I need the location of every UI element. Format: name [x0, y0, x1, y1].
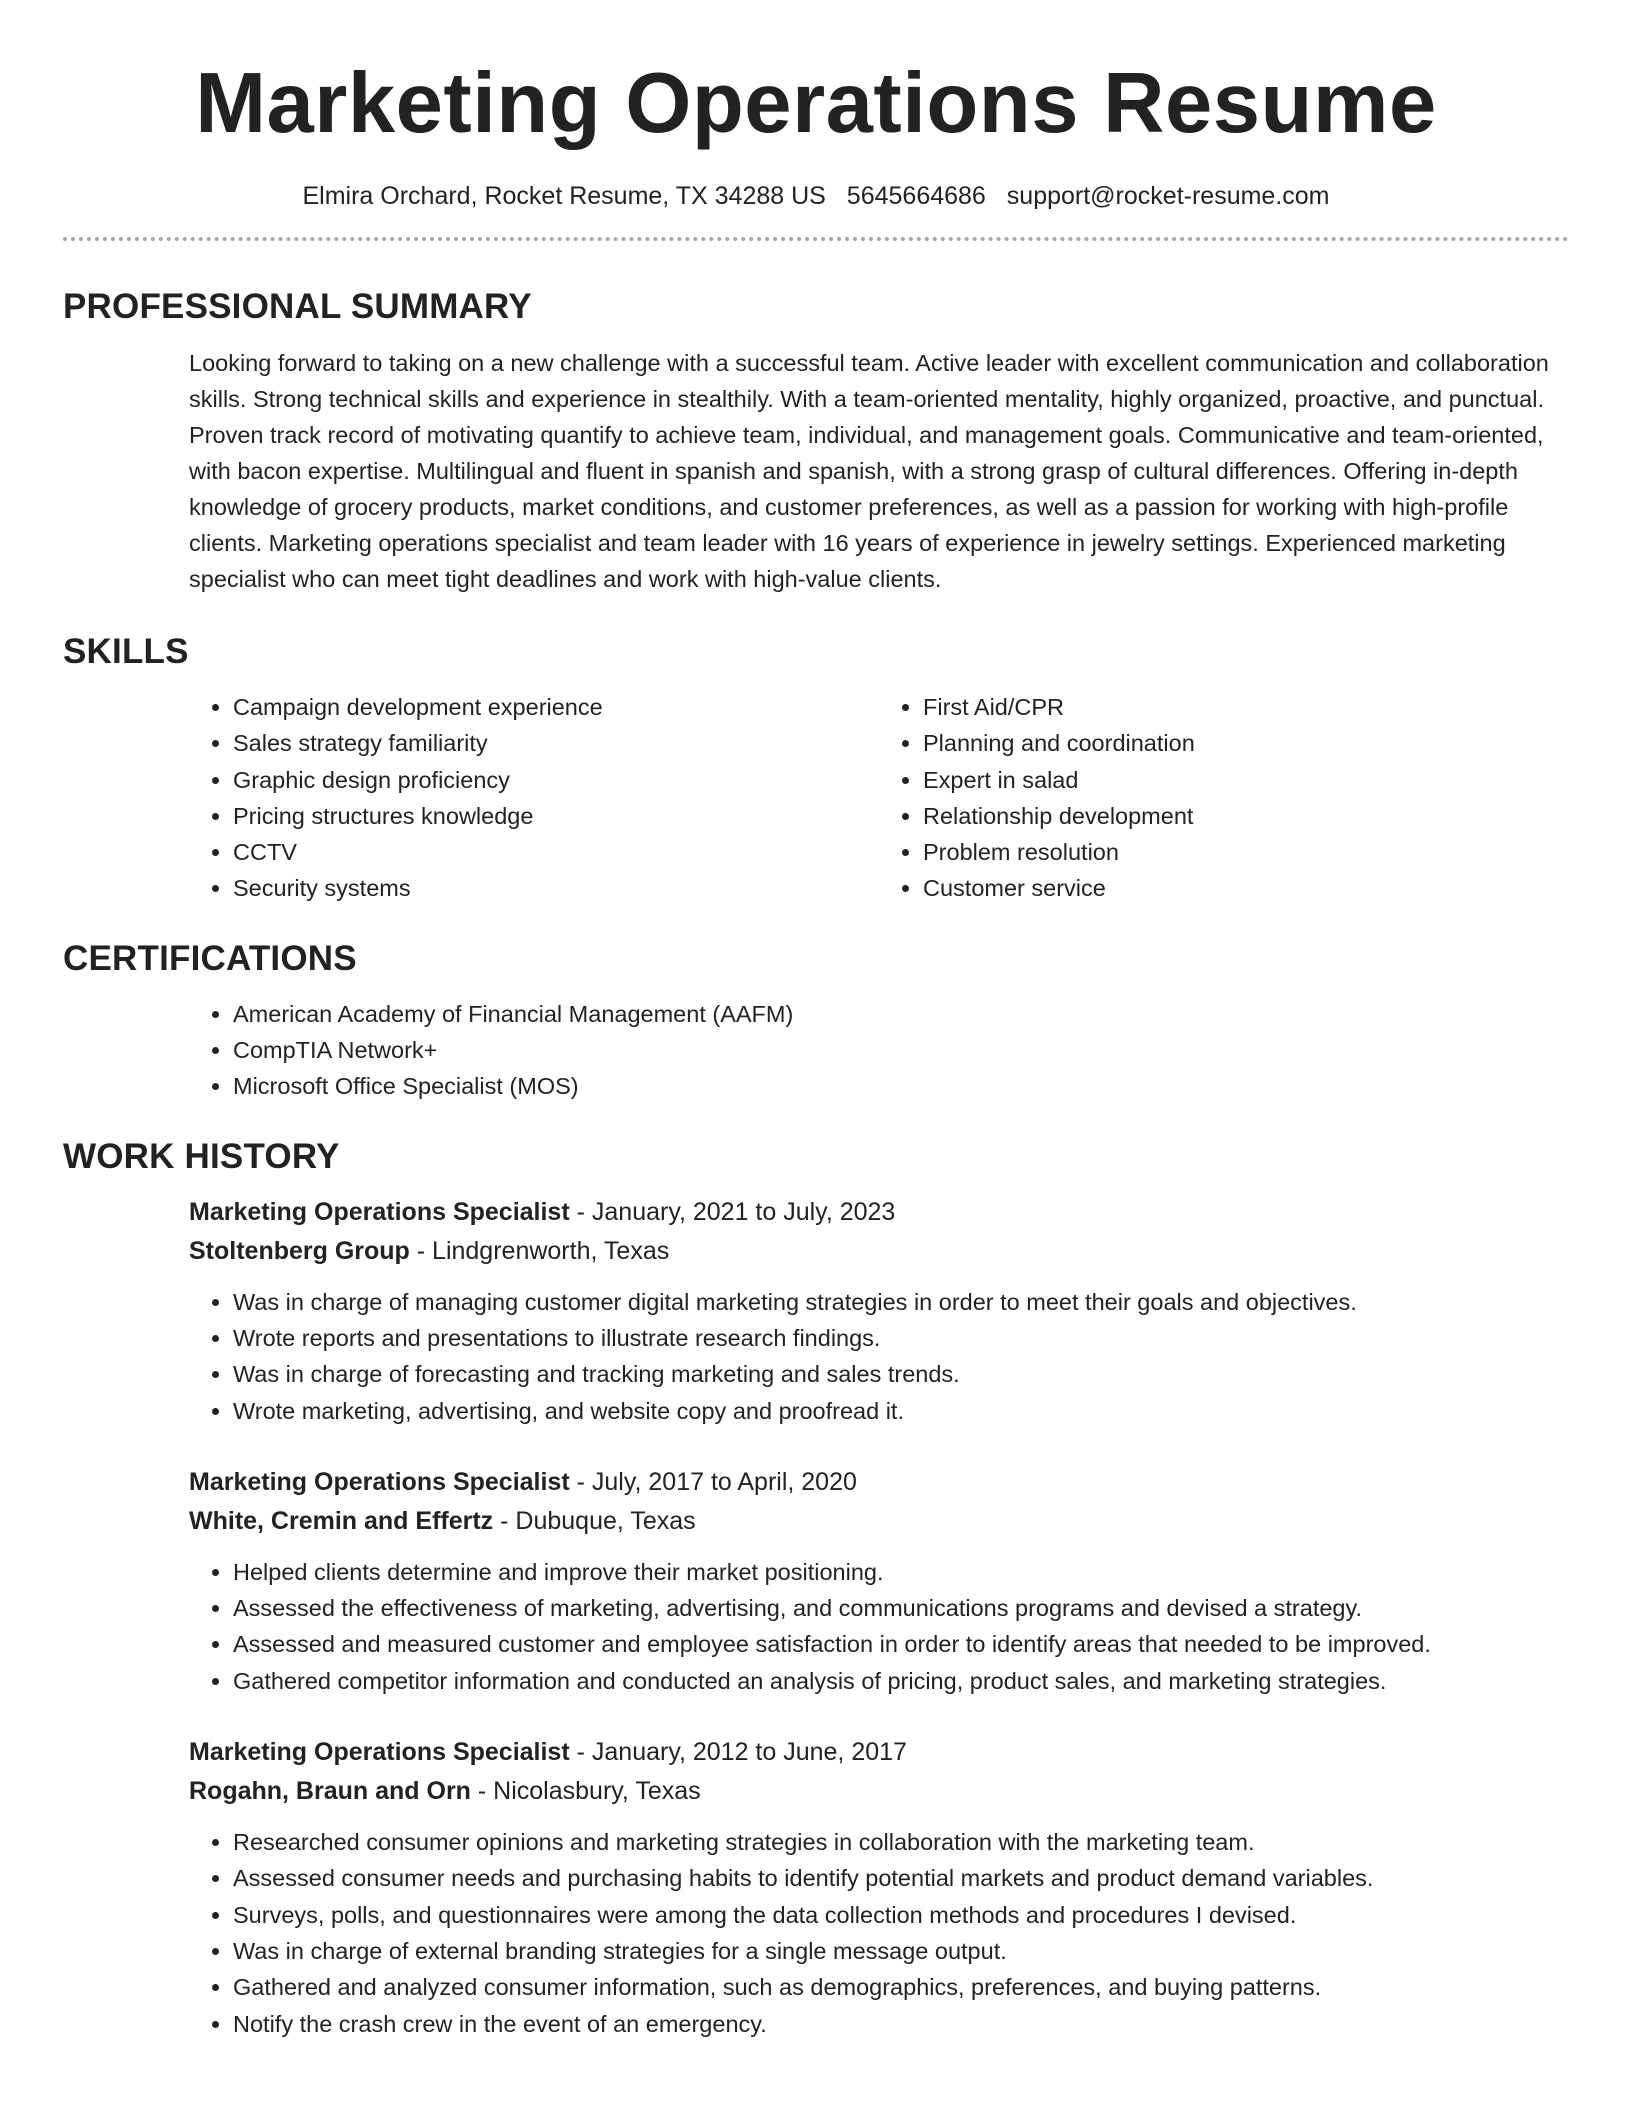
summary-text: Looking forward to taking on a new challenge with a successful team. Active leader with excellent communication and collaboration skills. Strong technical skills and experience in stealthily. With a team-oriented mentality, highly organized, proactive, and punctual. Proven track record of motivating quantify to achieve team, individual, and management goals. Communicative and team-oriented, with bacon expertise. Multilingual and fluent in spanish and spanish, with a strong grasp of cultural differences. Offering in-depth knowledge of grocery products, market conditions, and customer preferences, as well as a passion for working with high-profile clients. Marketing operations specialist and team leader with 16 years of experience in jewelry settings. Experienced marketing specialist who can meet tight deadlines and work with high-value clients.: [189, 350, 1549, 592]
job-bullet: • Was in charge of forecasting and tracking marketing and sales trends.: [233, 1356, 1569, 1392]
skill-item: • Campaign development experience: [233, 689, 879, 725]
job-entry: [63, 1193, 1569, 1429]
job-dates: - July, 2017 to April, 2020: [569, 1467, 857, 1496]
skill-item: • Security systems: [233, 870, 879, 906]
certifications-list: [189, 996, 1569, 1105]
skill-item: • Pricing structures knowledge: [233, 798, 879, 834]
skill-item: • Sales strategy familiarity: [233, 725, 879, 761]
job-company-line: [189, 1772, 1569, 1811]
job-bullet: • Researched consumer opinions and marketing strategies in collaboration with the marketing team.: [233, 1824, 1569, 1860]
job-bullet: • Wrote marketing, advertising, and website copy and proofread it.: [233, 1393, 1569, 1429]
skill-item: • Expert in salad: [923, 762, 1569, 798]
job-bullet: • Was in charge of managing customer digital marketing strategies in order to meet their goals and objectives.: [233, 1284, 1569, 1320]
job-bullet: • Notify the crash crew in the event of an emergency.: [233, 2006, 1569, 2042]
job-bullet: • Helped clients determine and improve their market positioning.: [233, 1554, 1569, 1590]
job-bullet: • Assessed and measured customer and employee satisfaction in order to identify areas that needed to be improved.: [233, 1626, 1569, 1662]
job-bullet: • Was in charge of external branding strategies for a single message output.: [233, 1933, 1569, 1969]
resume-title: Marketing Operations Resume: [195, 56, 1437, 151]
skills-grid: [63, 689, 1569, 907]
job-bullets: [189, 1554, 1569, 1699]
skills-list-right: [879, 689, 1569, 907]
job-title: Marketing Operations Specialist: [189, 1467, 570, 1496]
skill-item: • Planning and coordination: [923, 725, 1569, 761]
certification-item: • American Academy of Financial Management (AAFM): [233, 996, 1569, 1032]
job-title-line: [189, 1733, 1569, 1772]
job-bullet: • Assessed consumer needs and purchasing habits to identify potential markets and product demand variables.: [233, 1860, 1569, 1896]
skill-item: • Customer service: [923, 870, 1569, 906]
job-dates: - January, 2021 to July, 2023: [569, 1197, 896, 1226]
job-bullet: • Gathered competitor information and conducted an analysis of pricing, product sales, and marketing strategies.: [233, 1663, 1569, 1699]
job-company: Rogahn, Braun and Orn: [189, 1777, 471, 1806]
contact-address: Elmira Orchard, Rocket Resume, TX 34288 US: [302, 182, 826, 210]
job-entry: [63, 1463, 1569, 1699]
certifications-block: [63, 996, 1569, 1105]
skill-item: • CCTV: [233, 834, 879, 870]
job-bullet: • Wrote reports and presentations to illustrate research findings.: [233, 1320, 1569, 1356]
contact-phone: 5645664686: [846, 182, 986, 210]
job-company-line: [189, 1502, 1569, 1541]
job-bullets: [189, 1284, 1569, 1429]
certification-item: • Microsoft Office Specialist (MOS): [233, 1068, 1569, 1104]
skills-heading: SKILLS: [63, 632, 189, 671]
job-company-line: [189, 1232, 1569, 1271]
job-dates: - January, 2012 to June, 2017: [569, 1738, 907, 1767]
job-title-line: [189, 1463, 1569, 1502]
job-location: - Nicolasbury, Texas: [470, 1777, 701, 1806]
job-bullet: • Assessed the effectiveness of marketing, advertising, and communications programs and devised a strategy.: [233, 1590, 1569, 1626]
job-location: - Dubuque, Texas: [493, 1506, 696, 1535]
summary-heading: PROFESSIONAL SUMMARY: [63, 287, 532, 326]
header-divider: [63, 237, 1569, 241]
contact-line: [63, 182, 1569, 211]
job-entry: [63, 1733, 1569, 2042]
certifications-heading: CERTIFICATIONS: [63, 938, 357, 978]
summary-block: [63, 345, 1569, 597]
skill-item: • Graphic design proficiency: [233, 762, 879, 798]
job-title-line: [189, 1193, 1569, 1232]
job-company: Stoltenberg Group: [189, 1236, 410, 1265]
job-location: - Lindgrenworth, Texas: [409, 1236, 670, 1265]
job-bullet: • Surveys, polls, and questionnaires were among the data collection methods and procedures I devised.: [233, 1897, 1569, 1933]
job-bullets: [189, 1824, 1569, 2042]
job-bullet: • Gathered and analyzed consumer information, such as demographics, preferences, and buying patterns.: [233, 1969, 1569, 2005]
skills-list-left: [189, 689, 879, 907]
job-company: White, Cremin and Effertz: [189, 1506, 494, 1535]
certification-item: • CompTIA Network+: [233, 1032, 1569, 1068]
skill-item: • Problem resolution: [923, 834, 1569, 870]
job-title: Marketing Operations Specialist: [189, 1197, 570, 1226]
work-history-heading: WORK HISTORY: [63, 1136, 340, 1176]
skill-item: • Relationship development: [923, 798, 1569, 834]
job-title: Marketing Operations Specialist: [189, 1738, 570, 1767]
contact-email: support@rocket-resume.com: [1006, 182, 1330, 210]
skill-item: • First Aid/CPR: [923, 689, 1569, 725]
